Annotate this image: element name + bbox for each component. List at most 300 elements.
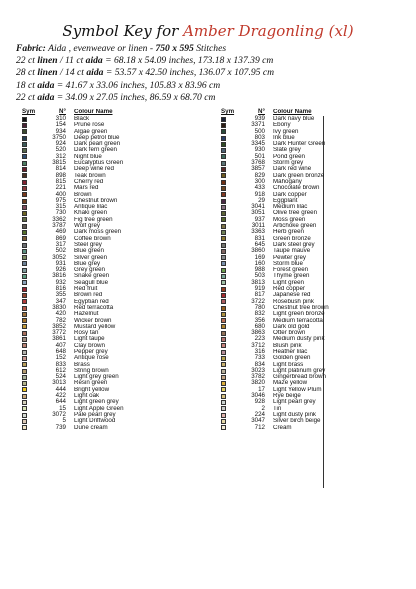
symbol-cell [221, 280, 237, 285]
symbol-cell [221, 211, 237, 216]
colour-name: Medium lilac [273, 204, 308, 211]
symbol-cell [221, 293, 237, 298]
color-swatch [221, 369, 226, 374]
floss-number: 988 [254, 266, 265, 274]
colour-name: Eucalyptus Green [74, 160, 124, 167]
stitch-suffix: Stitches [193, 43, 227, 54]
color-swatch [221, 255, 226, 260]
colour-name: Maze yellow [273, 380, 308, 387]
color-swatch [221, 142, 226, 147]
colour-name: Ink blue [273, 134, 295, 141]
colour-name: Light Yellow Plum [273, 386, 322, 393]
symbol-cell [221, 205, 237, 210]
floss-number: 3830 [52, 303, 66, 311]
size-text: = 41.67 x 33.06 inches, 105.83 x 83.96 cm [54, 79, 221, 91]
floss-number: 739 [55, 423, 66, 431]
symbol-cell [22, 425, 38, 430]
symbol-cell [22, 306, 38, 311]
floss-number: 433 [254, 184, 265, 192]
floss-number: 3047 [251, 417, 265, 425]
symbol-cell [22, 192, 38, 197]
size-text: / 11 ct [57, 55, 86, 67]
colour-name: Thyme green [273, 273, 310, 280]
colour-name: Dark steel grey [273, 241, 315, 248]
color-swatch [221, 287, 226, 292]
size-text: aida [37, 91, 55, 103]
symbol-cell [22, 142, 38, 147]
floss-number: 937 [254, 215, 265, 223]
color-swatch [22, 117, 27, 122]
floss-number: 816 [55, 285, 66, 293]
floss-number: 524 [55, 373, 66, 381]
floss-number: 3072 [52, 410, 66, 418]
symbol-cell [22, 268, 38, 273]
symbol-cell [221, 362, 237, 367]
colour-name: Silver green [74, 254, 108, 261]
symbol-cell [22, 167, 38, 172]
color-swatch [22, 217, 27, 222]
color-swatch [22, 211, 27, 216]
symbol-cell [221, 224, 237, 229]
floss-number: 833 [55, 360, 66, 368]
symbol-cell [22, 394, 38, 399]
symbol-cell [221, 123, 237, 128]
color-swatch [22, 268, 27, 273]
symbol-cell [221, 261, 237, 266]
symbol-cell [22, 249, 38, 254]
header-num: N° [59, 108, 66, 115]
symbol-cell [22, 230, 38, 235]
colour-name: Pewter grey [273, 254, 307, 261]
table-header [22, 109, 212, 116]
color-swatch [22, 154, 27, 159]
floss-number: 3857 [251, 165, 265, 173]
size-text: = 34.09 x 27.05 inches, 86.59 x 68.70 cm [54, 91, 216, 103]
colour-name: Dark moss green [74, 229, 122, 236]
title-key: Symbol Key for [62, 22, 179, 40]
colour-name: Red terracotta [74, 304, 114, 311]
colour-name: Dark old gold [273, 323, 310, 330]
floss-number: 612 [55, 366, 66, 374]
symbol-cell [221, 287, 237, 292]
color-swatch [221, 217, 226, 222]
symbol-cell [221, 192, 237, 197]
size-text: aida [85, 55, 103, 67]
color-swatch [22, 331, 27, 336]
color-swatch [22, 243, 27, 248]
color-swatch [22, 369, 27, 374]
color-swatch [22, 356, 27, 361]
floss-number: 924 [55, 140, 66, 148]
floss-number: 3051 [251, 209, 265, 217]
floss-number: 3345 [251, 140, 265, 148]
floss-number: 355 [55, 291, 66, 299]
colour-name: Light green [273, 279, 304, 286]
symbol-cell [22, 287, 38, 292]
colour-name: Cream [273, 424, 292, 431]
color-swatch [22, 148, 27, 153]
floss-number: 169 [254, 253, 265, 261]
table-row [22, 425, 212, 431]
floss-number: 501 [254, 152, 265, 160]
color-swatch [22, 287, 27, 292]
colour-name: Eggplant [273, 197, 298, 204]
color-swatch [22, 394, 27, 399]
fabric-line [16, 43, 274, 55]
floss-number: 312 [55, 152, 66, 160]
colour-name: Light Apple Green [74, 405, 124, 412]
colour-name: Light oak [74, 393, 100, 400]
color-swatch [221, 381, 226, 386]
symbol-cell [22, 413, 38, 418]
symbol-cell [22, 350, 38, 355]
symbol-cell [221, 154, 237, 159]
color-swatch [221, 268, 226, 273]
floss-number: 898 [55, 171, 66, 179]
symbol-cell [221, 394, 237, 399]
floss-number: 733 [254, 354, 265, 362]
colour-name: Hazelnut [74, 311, 99, 318]
symbol-cell [221, 249, 237, 254]
colour-name: Blush pink [273, 342, 302, 349]
colour-name: Black [74, 116, 90, 122]
floss-number: 29 [258, 196, 265, 204]
colour-name: Wolf grey [74, 223, 101, 230]
floss-number: 503 [254, 272, 265, 280]
color-swatch [221, 186, 226, 191]
symbol-cell [221, 199, 237, 204]
colour-name: Olive tree green [273, 210, 318, 217]
symbol-cell [221, 161, 237, 166]
colour-name: Pepper grey [74, 348, 108, 355]
floss-number: 3815 [52, 159, 66, 167]
color-swatch [221, 261, 226, 266]
colour-name: Light grey green [74, 374, 119, 381]
colour-name: Red copper [273, 286, 305, 293]
colour-name: Herb green [273, 229, 304, 236]
size-text: linen [37, 67, 58, 79]
symbol-cell [22, 136, 38, 141]
color-swatch [22, 400, 27, 405]
color-swatch [22, 293, 27, 298]
color-swatch [221, 161, 226, 166]
header-colour-name: Colour Name [74, 109, 113, 115]
color-swatch [22, 249, 27, 254]
colour-name: Mahogany [273, 178, 302, 185]
floss-number: 926 [55, 266, 66, 274]
colour-name: Brown [74, 191, 92, 198]
symbol-cell [221, 243, 237, 248]
floss-number: 502 [55, 247, 66, 255]
colour-name: Taupe mauve [273, 248, 311, 255]
floss-number: 316 [254, 347, 265, 355]
colour-name: Tin [273, 405, 282, 412]
floss-number: 928 [254, 398, 265, 406]
colour-name: Pond green [273, 153, 305, 160]
symbol-cell [221, 331, 237, 336]
size-text: 18 ct [16, 79, 38, 91]
colour-name: Grey green [74, 267, 105, 274]
colour-name: Antique lilac [74, 204, 108, 211]
colour-name: Brown red [74, 292, 103, 299]
color-swatch [221, 306, 226, 311]
colour-name: Light taupe [74, 336, 105, 343]
color-swatch [221, 173, 226, 178]
size-text: aida [86, 67, 104, 79]
header-num: N° [258, 108, 265, 115]
color-swatch [22, 173, 27, 178]
color-swatch [22, 381, 27, 386]
color-swatch [221, 129, 226, 134]
colour-name: Deep petrol blue [74, 134, 120, 141]
floss-number: 3011 [251, 222, 265, 230]
colour-name: Green bronze [273, 235, 311, 242]
colour-name: Cherry red [74, 178, 104, 185]
symbol-cell [221, 419, 237, 424]
colour-name: Artichoke green [273, 223, 317, 230]
size-line-18ct [16, 80, 274, 92]
colour-name: Pale pearl grey [74, 411, 116, 418]
floss-number: 400 [55, 190, 66, 198]
floss-number: 780 [254, 303, 265, 311]
header-colour-name: Colour Name [273, 109, 312, 115]
color-swatch [221, 123, 226, 128]
floss-number: 932 [55, 278, 66, 286]
colour-name: Dark Hunter Green [273, 141, 326, 148]
symbol-cell [22, 331, 38, 336]
floss-number: 152 [55, 354, 66, 362]
floss-number: 814 [55, 165, 66, 173]
color-swatch [22, 142, 27, 147]
colour-name: Golden green [273, 355, 311, 362]
symbol-cell [22, 217, 38, 222]
colour-name: Ivy green [273, 128, 299, 135]
color-swatch [221, 167, 226, 172]
size-line-22ct [16, 55, 274, 67]
color-swatch [22, 274, 27, 279]
colour-name: Chestnut tree brown [273, 304, 329, 311]
symbol-cell [22, 312, 38, 317]
colour-name: Light dusty pink [273, 411, 316, 418]
colour-name: Blue grey [74, 260, 101, 267]
colour-name: Antique rose [74, 355, 109, 362]
symbol-cell [221, 318, 237, 323]
color-swatch [221, 205, 226, 210]
color-swatch [221, 192, 226, 197]
color-swatch [22, 337, 27, 342]
fabric-text: Aida , evenweave or linen - [45, 43, 156, 54]
color-swatch [221, 343, 226, 348]
floss-number: 3023 [251, 366, 265, 374]
colour-name: Mustard yellow [74, 323, 116, 330]
colour-name: Storm blue [273, 260, 303, 267]
floss-number: 221 [55, 184, 66, 192]
symbol-cell [22, 129, 38, 134]
color-swatch [22, 161, 27, 166]
symbol-cell [22, 205, 38, 210]
floss-number: 3852 [52, 322, 66, 330]
floss-number: 869 [55, 234, 66, 242]
colour-name: Deep wine red [74, 166, 114, 173]
color-swatch [22, 180, 27, 185]
floss-number: 919 [254, 285, 265, 293]
floss-number: 3860 [251, 247, 265, 255]
symbol-cell [221, 186, 237, 191]
color-swatch [221, 362, 226, 367]
size-text: linen [37, 55, 58, 67]
symbol-cell [221, 236, 237, 241]
symbol-cell [221, 299, 237, 304]
floss-number: 3046 [251, 392, 265, 400]
color-swatch [22, 350, 27, 355]
symbol-cell [22, 299, 38, 304]
floss-number: 831 [254, 234, 265, 242]
color-swatch [221, 280, 226, 285]
symbol-cell [22, 236, 38, 241]
symbol-cell [22, 148, 38, 153]
floss-number: 3750 [52, 133, 66, 141]
color-swatch [221, 406, 226, 411]
floss-number: 3712 [251, 341, 265, 349]
symbol-cell [221, 400, 237, 405]
symbol-cell [22, 117, 38, 122]
symbol-cell [221, 413, 237, 418]
color-swatch [221, 318, 226, 323]
floss-number: 356 [254, 316, 265, 324]
floss-number: 3813 [251, 278, 265, 286]
floss-number: 782 [55, 316, 66, 324]
color-swatch [22, 324, 27, 329]
colour-name: Red fruit [74, 286, 98, 293]
floss-number: 3782 [251, 373, 265, 381]
color-swatch [22, 255, 27, 260]
symbol-cell [221, 369, 237, 374]
floss-number: 3816 [52, 272, 66, 280]
floss-number: 645 [254, 240, 265, 248]
floss-number: 154 [55, 121, 66, 129]
colour-name: Ebony [273, 122, 291, 129]
symbol-cell [22, 293, 38, 298]
floss-number: 975 [55, 196, 66, 204]
color-swatch [22, 280, 27, 285]
colour-name: Japanese red [273, 292, 311, 299]
table-header [221, 109, 411, 116]
size-text: 22 ct [16, 55, 38, 67]
size-text: / 14 ct [57, 67, 87, 79]
floss-number: 648 [55, 347, 66, 355]
colour-name: Clay brown [74, 342, 105, 349]
symbol-cell [22, 199, 38, 204]
color-swatch [221, 425, 226, 430]
color-swatch [22, 425, 27, 430]
floss-number: 310 [55, 115, 66, 122]
color-swatch [22, 261, 27, 266]
color-swatch [221, 324, 226, 329]
color-swatch [22, 318, 27, 323]
color-swatch [221, 375, 226, 380]
symbol-cell [221, 217, 237, 222]
floss-number: 644 [55, 398, 66, 406]
color-swatch [22, 192, 27, 197]
symbol-cell [22, 274, 38, 279]
color-swatch [22, 306, 27, 311]
colour-name: Light platinum grey [273, 367, 326, 374]
colour-name: Egyptian red [74, 298, 109, 305]
symbol-cell [22, 356, 38, 361]
symbol-cell [22, 369, 38, 374]
colour-name: Chestnut brown [74, 197, 118, 204]
symbol-cell [221, 324, 237, 329]
symbol-cell [22, 381, 38, 386]
color-swatch [22, 199, 27, 204]
table-row [221, 425, 411, 431]
floss-number: 347 [55, 297, 66, 305]
colour-name: Snake green [74, 273, 110, 280]
color-swatch [22, 406, 27, 411]
color-swatch [221, 337, 226, 342]
floss-number: 3041 [251, 203, 265, 211]
symbol-cell [22, 362, 38, 367]
floss-number: 3722 [251, 297, 265, 305]
symbol-cell [22, 419, 38, 424]
colour-name: Bright yellow [74, 386, 110, 393]
symbol-cell [22, 243, 38, 248]
floss-number: 829 [254, 171, 265, 179]
symbol-cell [221, 350, 237, 355]
floss-number: 520 [55, 146, 66, 154]
floss-number: 680 [254, 322, 265, 330]
floss-number: 834 [254, 360, 265, 368]
symbol-cell [221, 117, 237, 122]
symbol-cell [221, 136, 237, 141]
floss-number: 730 [55, 209, 66, 217]
symbol-cell [22, 400, 38, 405]
color-swatch [22, 236, 27, 241]
color-swatch [221, 274, 226, 279]
fabric-info [16, 43, 274, 104]
symbol-cell [221, 306, 237, 311]
colour-name: Light brass [273, 361, 304, 368]
floss-number: 3363 [251, 228, 265, 236]
symbol-cell [22, 318, 38, 323]
floss-number: 17 [258, 385, 265, 393]
floss-number: 3787 [52, 222, 66, 230]
symbol-cell [22, 387, 38, 392]
floss-number: 931 [55, 259, 66, 267]
symbol-cell [22, 261, 38, 266]
colour-name: Fig tree green [74, 216, 113, 223]
floss-number: 422 [55, 392, 66, 400]
colour-name: Seagull blue [74, 279, 109, 286]
color-swatch [22, 312, 27, 317]
color-swatch [221, 224, 226, 229]
symbol-cell [22, 154, 38, 159]
fabric-label: Fabric: [16, 43, 46, 54]
color-swatch [221, 356, 226, 361]
colour-name: Light Driftwood [74, 418, 116, 425]
floss-number: 803 [254, 133, 265, 141]
floss-number: 223 [254, 335, 265, 343]
floss-number: 832 [254, 310, 265, 318]
color-swatch [221, 419, 226, 424]
floss-number: 3362 [52, 215, 66, 223]
colour-name: Night blue [74, 153, 102, 160]
size-text: 22 ct [16, 91, 38, 103]
symbol-cell [221, 129, 237, 134]
size-text: = 53.57 x 42.50 inches, 136.07 x 107.95 cm [103, 67, 275, 79]
color-swatch [221, 350, 226, 355]
colour-name: Heather lilac [273, 348, 308, 355]
